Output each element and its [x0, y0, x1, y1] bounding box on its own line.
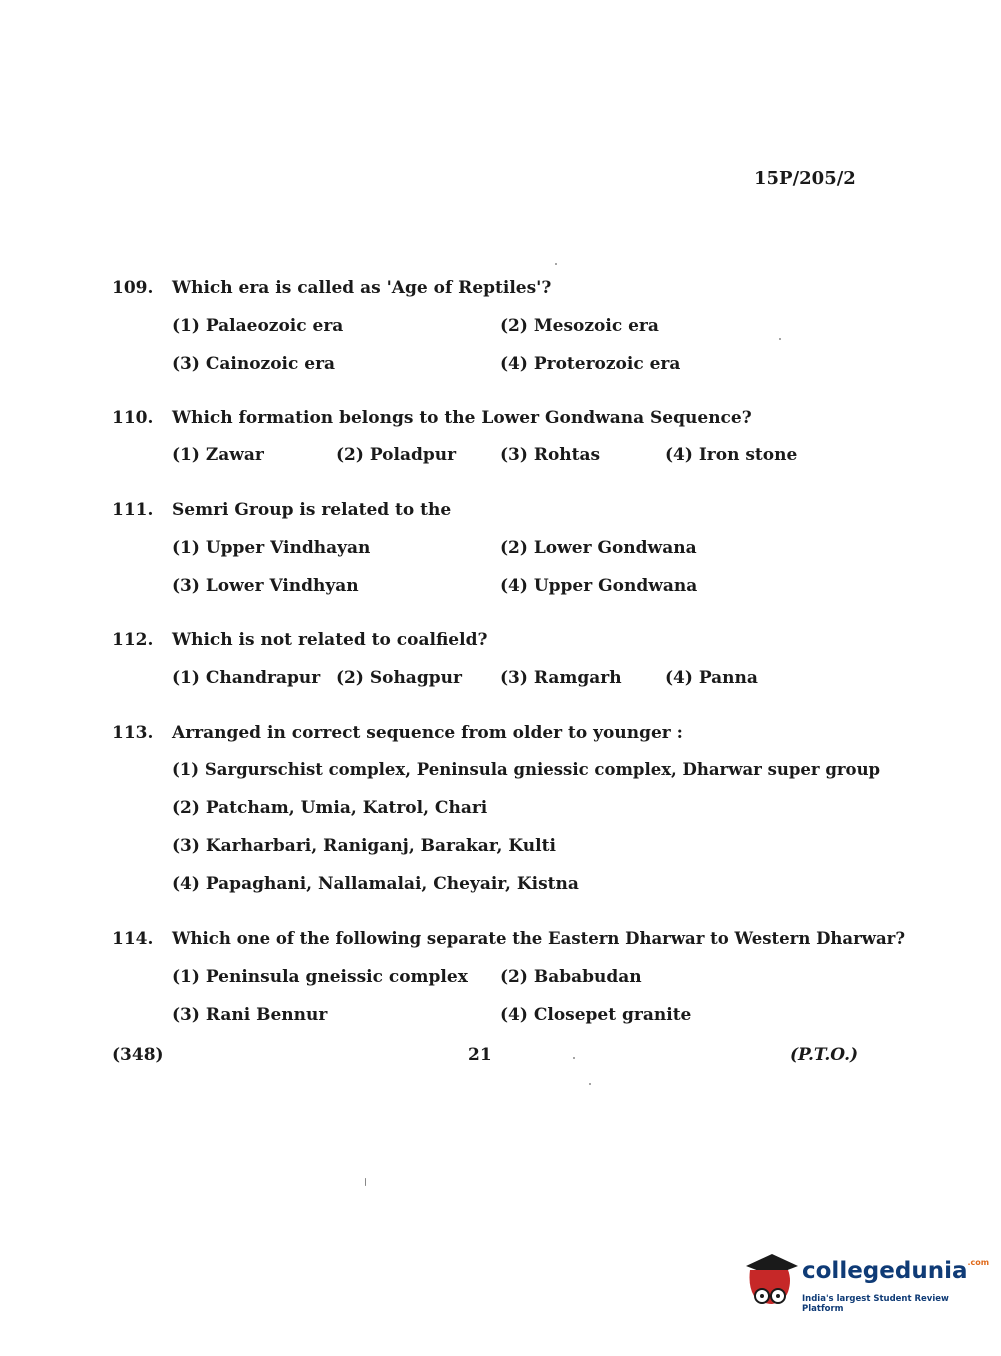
logo-wordmark: collegedunia$^{.com}$: [802, 1258, 990, 1284]
option: (3) Karharbari, Raniganj, Barakar, Kulti: [172, 836, 556, 856]
scan-speck: [573, 1057, 575, 1059]
question-text: Which formation belongs to the Lower Gondwana Sequence?: [172, 408, 752, 428]
question-number: 112.: [112, 630, 154, 650]
question-text: Which is not related to coalfield?: [172, 630, 488, 650]
collegedunia-watermark: [742, 1252, 990, 1316]
option: (3) Lower Vindhyan: [172, 576, 359, 596]
option: (1) Upper Vindhayan: [172, 538, 371, 558]
question-text: Which era is called as 'Age of Reptiles'?: [172, 278, 552, 298]
option: (2) Bababudan: [500, 967, 642, 987]
question-number: 110.: [112, 408, 154, 428]
footer-code: (348): [112, 1045, 164, 1065]
option: (1) Chandrapur: [172, 668, 321, 688]
scan-speck: [589, 1083, 591, 1085]
option: (3) Rani Bennur: [172, 1005, 328, 1025]
option: (4) Papaghani, Nallamalai, Cheyair, Kistna: [172, 874, 579, 894]
option: (2) Mesozoic era: [500, 316, 659, 336]
option: (3) Cainozoic era: [172, 354, 336, 374]
option: (1) Sargurschist complex, Peninsula gniessic complex, Dharwar super group: [172, 760, 881, 779]
question-number: 109.: [112, 278, 154, 298]
option: (3) Rohtas: [500, 445, 601, 465]
scan-speck: [555, 263, 557, 265]
page-number: 21: [468, 1045, 492, 1065]
question-text: Arranged in correct sequence from older to younger :: [172, 723, 683, 743]
option: (2) Patcham, Umia, Katrol, Chari: [172, 798, 488, 818]
option: (4) Proterozoic era: [500, 354, 681, 374]
option: (2) Sohagpur: [336, 668, 462, 688]
logo-tagline: India's largest Student Review Platform: [802, 1294, 949, 1314]
option: (1) Zawar: [172, 445, 264, 465]
mascot-icon: [742, 1252, 798, 1312]
question-text: Semri Group is related to the: [172, 500, 452, 520]
option: (4) Closepet granite: [500, 1005, 692, 1025]
option: (2) Poladpur: [336, 445, 457, 465]
option: (4) Iron stone: [665, 445, 798, 465]
question-number: 114.: [112, 929, 154, 949]
option: (2) Lower Gondwana: [500, 538, 697, 558]
option: (4) Upper Gondwana: [500, 576, 698, 596]
paper-code: 15P/205/2: [754, 168, 856, 189]
option: (4) Panna: [665, 668, 758, 688]
question-text: Which one of the following separate the Eastern Dharwar to Western Dharwar?: [172, 929, 906, 948]
question-number: 111.: [112, 500, 154, 520]
scan-speck: [365, 1178, 366, 1186]
option: (3) Ramgarh: [500, 668, 622, 688]
pto-label: (P.T.O.): [790, 1045, 859, 1065]
option: (1) Palaeozoic era: [172, 316, 344, 336]
question-number: 113.: [112, 723, 154, 743]
scan-speck: [779, 338, 781, 340]
option: (1) Peninsula gneissic complex: [172, 967, 468, 987]
